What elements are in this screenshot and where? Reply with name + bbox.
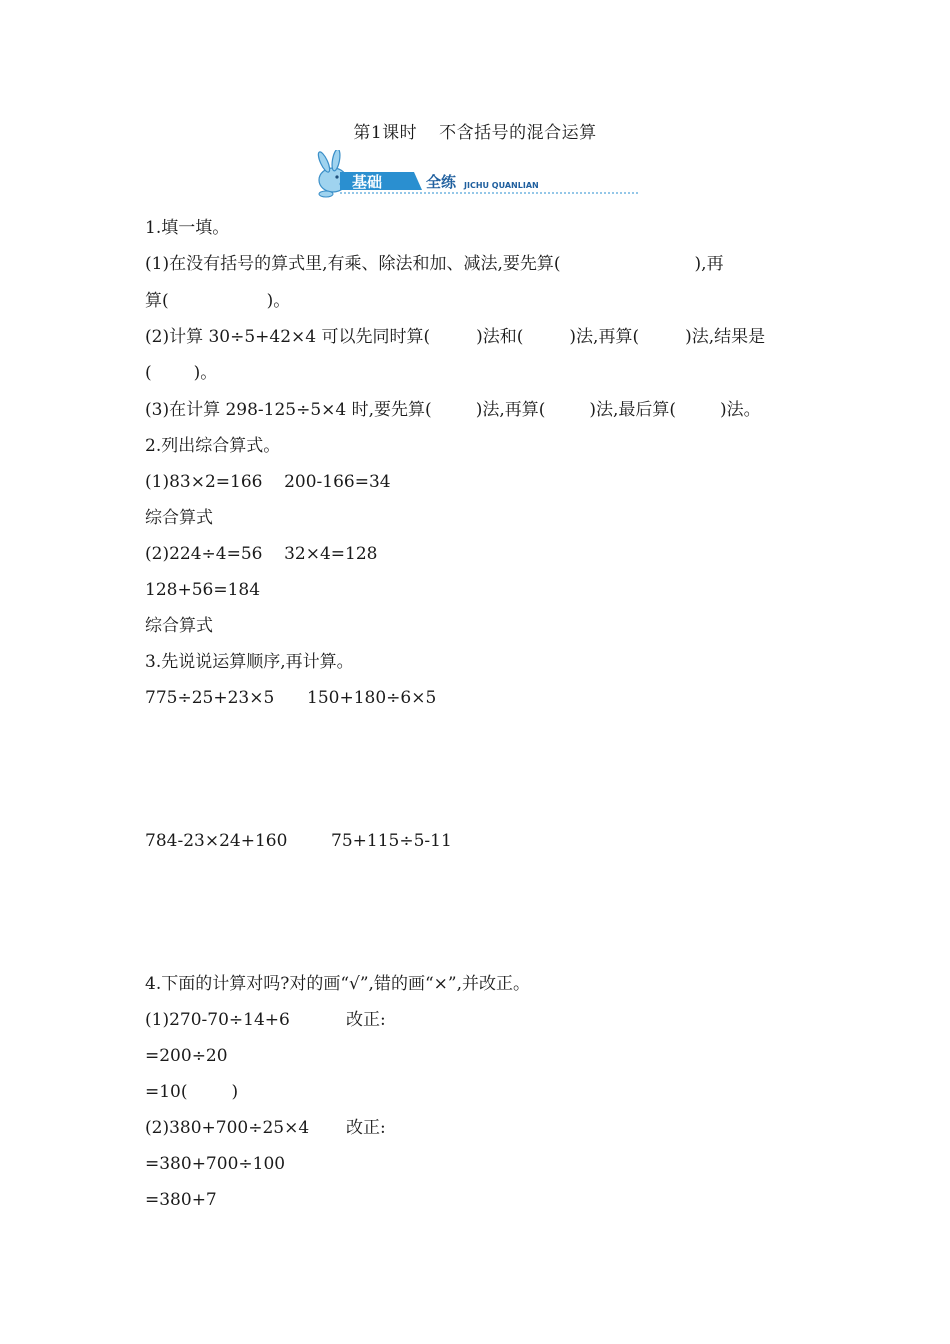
q4-a-line3: =10( ) — [145, 1082, 239, 1102]
q4-b-line3: =380+7 — [145, 1190, 217, 1210]
q1-part2-line1: (2)计算 30÷5+42×4 可以先同时算( )法和( )法,再算( )法,结果是 — [145, 327, 766, 347]
q2-label1: 综合算式 — [145, 508, 213, 528]
banner-label-quanlian: 全练 — [426, 173, 457, 191]
q1-part2-line2: ( )。 — [145, 363, 218, 383]
q4-a-line1: (1)270-70÷14+6 — [145, 1010, 290, 1030]
q1-title: 1.填一填。 — [145, 218, 230, 238]
q4-a-fix-label: 改正: — [346, 1010, 386, 1030]
q3-expression-2: 150+180÷6×5 — [307, 688, 437, 708]
lesson-topic: 不含括号的混合运算 — [439, 123, 597, 143]
q2-part1: (1)83×2=166 200-166=34 — [145, 472, 391, 492]
q1-part1-line1: (1)在没有括号的算式里,有乘、除法和加、减法,要先算( ),再 — [145, 254, 724, 274]
q3-expression-3: 784-23×24+160 — [145, 831, 288, 851]
q2-part2: (2)224÷4=56 32×4=128 — [145, 544, 378, 564]
q4-b-line1: (2)380+700÷25×4 — [145, 1118, 310, 1138]
q4-b-line2: =380+700÷100 — [145, 1154, 286, 1174]
section-banner — [306, 150, 642, 202]
banner-pinyin: JICHU QUANLIAN — [464, 181, 539, 190]
q1-part3: (3)在计算 298-125÷5×4 时,要先算( )法,再算( )法,最后算( )法。 — [145, 400, 761, 420]
q4-a-line2: =200÷20 — [145, 1046, 228, 1066]
banner-label-jichu: 基础 — [352, 173, 383, 191]
q2-title: 2.列出综合算式。 — [145, 436, 281, 456]
page-title — [0, 118, 950, 143]
lesson-number: 第1课时 — [353, 123, 418, 143]
q3-expression-1: 775÷25+23×5 — [145, 688, 275, 708]
q4-b-fix-label: 改正: — [346, 1118, 386, 1138]
q2-part2b: 128+56=184 — [145, 580, 261, 600]
q3-expression-4: 75+115÷5-11 — [331, 831, 452, 851]
q4-title: 4.下面的计算对吗?对的画“√”,错的画“×”,并改正。 — [145, 974, 530, 994]
q1-part1-line2: 算( )。 — [145, 291, 291, 311]
q2-label2: 综合算式 — [145, 616, 213, 636]
q3-title: 3.先说说运算顺序,再计算。 — [145, 652, 354, 672]
